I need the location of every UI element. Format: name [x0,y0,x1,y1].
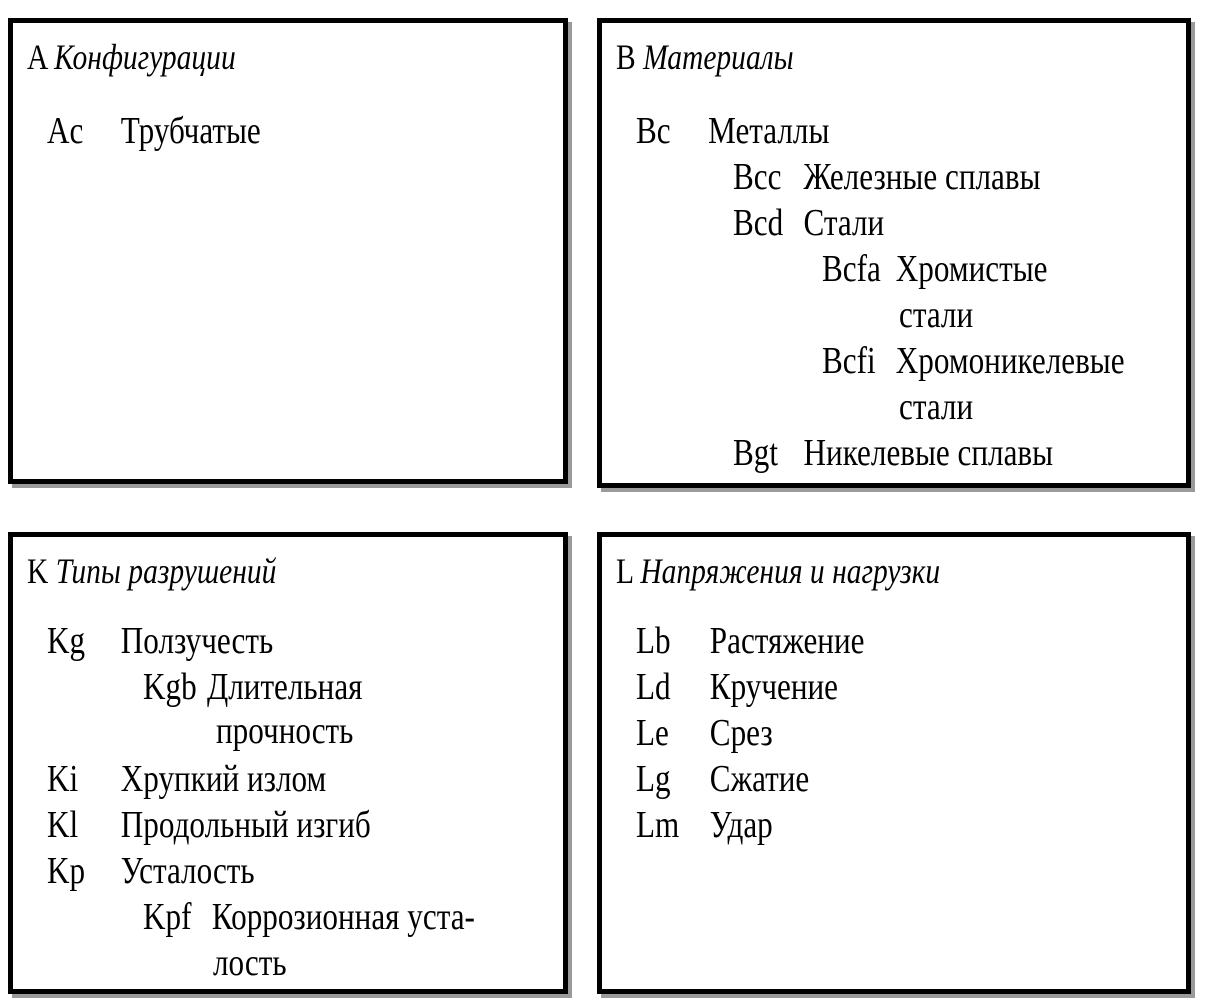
panel-stresses-loads [597,532,1191,994]
item-label: Удар [709,804,773,846]
item-label: Продольный изгиб [120,804,371,846]
list-item [636,757,809,801]
item-code: Lb [636,620,671,662]
item-label: Коррозионная уста- [211,896,475,938]
item-label: Железные сплавы [803,156,1041,198]
list-item [636,109,829,153]
item-code: Kgb [143,666,197,708]
item-code: Ac [47,110,84,152]
list-item [47,109,261,153]
list-item [733,201,884,245]
list-item [636,619,864,663]
list-item [47,803,371,847]
panel-heading [616,551,940,591]
item-label-continuation: лость [213,942,287,984]
panel-letter: B [616,37,636,77]
list-item [733,155,1041,199]
item-label: Длительная [206,666,363,708]
panel-heading [27,37,236,77]
panel-heading [27,551,276,591]
item-code: Bgt [733,432,779,474]
item-label: Усталость [120,850,255,892]
item-code: Ld [636,666,671,708]
panel-title: Конфигурации [54,37,236,77]
item-code: Bcc [733,156,782,198]
list-item [47,757,326,801]
list-item [822,339,1125,383]
panel-letter: L [616,551,633,591]
panel-title: Материалы [643,37,794,77]
list-item [636,803,773,847]
item-label-continuation: прочность [216,710,354,752]
item-label: Хрупкий излом [120,758,327,800]
item-code: Kp [47,850,86,892]
panel-letter: K [27,551,49,591]
item-code: Bcd [733,202,784,244]
item-label: Кручение [709,666,839,708]
item-code: Ki [47,758,79,800]
item-label: Сжатие [709,758,810,800]
panel-letter: A [27,37,47,77]
item-label: Растяжение [709,620,865,662]
item-label: Хромоникелевые [895,340,1125,382]
item-code: Lg [636,758,671,800]
panel-title: Типы разрушений [55,551,277,591]
list-item [47,849,255,893]
list-item [733,431,1053,475]
item-code: Kg [47,620,86,662]
item-code: Kl [47,804,79,846]
panel-materials [597,18,1191,488]
item-code: Lm [636,804,680,846]
item-label: Трубчатые [120,110,261,152]
item-code: Kpf [143,896,192,938]
list-item [822,247,1047,291]
item-label: Хромистые [895,248,1048,290]
item-label-continuation: стали [899,294,974,336]
item-code: Bc [636,110,671,152]
item-label-continuation: стали [899,386,974,428]
item-label: Металлы [708,110,830,152]
list-item [636,665,838,709]
list-item [47,619,273,663]
list-item [636,711,773,755]
item-label: Стали [803,202,885,244]
list-item [143,665,362,709]
item-code: Bcfi [822,340,876,382]
item-label: Срез [709,712,773,754]
panel-title: Напряжения и нагрузки [640,551,941,591]
panel-heading [616,37,794,77]
item-label: Никелевые сплавы [803,432,1054,474]
item-code: Bcfa [822,248,881,290]
item-code: Le [636,712,669,754]
panel-configurations [8,18,568,484]
list-item [143,895,475,939]
panel-failure-types [8,532,568,994]
item-label: Ползучесть [120,620,274,662]
